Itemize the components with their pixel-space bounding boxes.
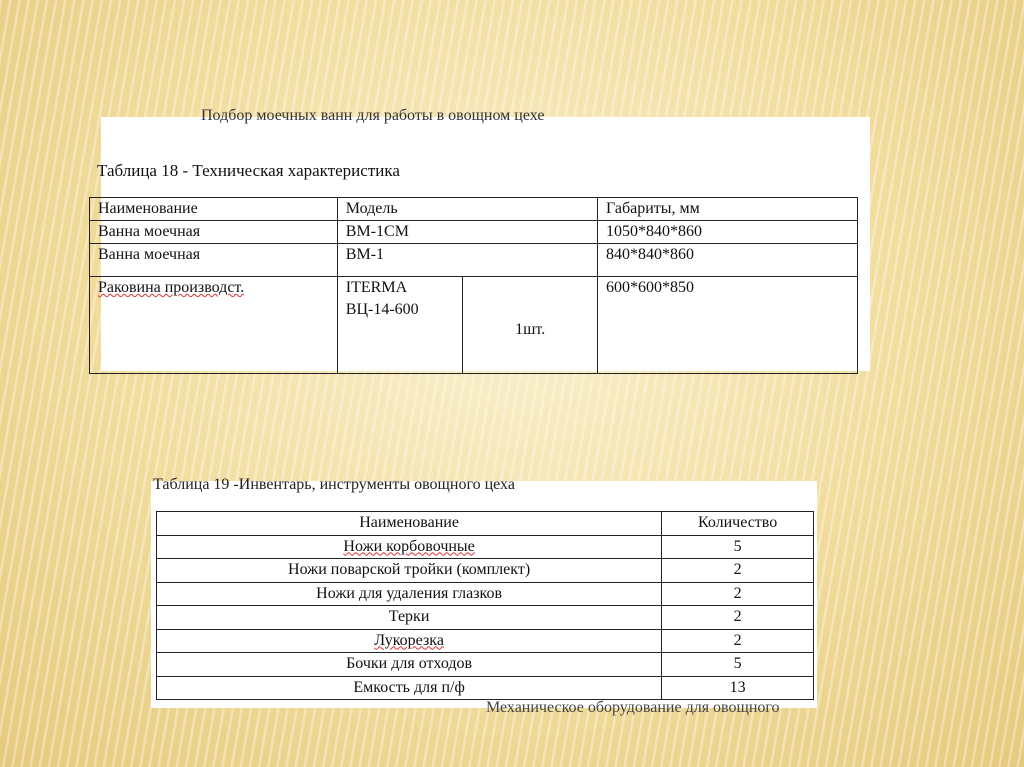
row-model: ВМ-1СМ	[337, 221, 597, 244]
row-quantity: 1шт.	[463, 277, 598, 374]
technical-specs-table	[89, 197, 858, 374]
row-quantity: 2	[662, 606, 814, 630]
row-dimensions: 1050*840*860	[598, 221, 858, 244]
row-quantity: 2	[662, 629, 814, 653]
table-row	[157, 676, 814, 700]
header-quantity: Количество	[662, 512, 814, 536]
row-name: Ванна моечная	[90, 221, 338, 244]
model-line-1: ITERMA	[345, 279, 408, 296]
table-row	[90, 244, 858, 277]
row-name: Ванна моечная	[90, 244, 338, 277]
table-row	[157, 629, 814, 653]
row-name: Терки	[157, 606, 662, 630]
header-name: Наименование	[90, 198, 338, 221]
row-quantity: 2	[662, 582, 814, 606]
table-row	[90, 277, 858, 374]
scan-table-19	[151, 476, 817, 716]
header-dimensions: Габариты, мм	[598, 198, 858, 221]
clipped-footer: Механическое оборудование для овощного	[486, 699, 780, 716]
row-quantity: 5	[662, 653, 814, 677]
row-name	[90, 277, 338, 374]
row-dimensions: 600*600*850	[598, 277, 858, 374]
clipped-heading: Подбор моечных ванн для работы в овощном цехе	[201, 107, 545, 124]
row-name-text: Лукорезка	[374, 631, 444, 649]
model-line-2: ВЦ-14-600	[345, 301, 419, 318]
row-name: Бочки для отходов	[157, 653, 662, 677]
header-model: Модель	[337, 198, 597, 221]
row-name: Ножи для удаления глазков	[157, 582, 662, 606]
row-model	[337, 277, 462, 374]
table-row	[157, 559, 814, 583]
row-quantity: 13	[662, 676, 814, 700]
scan-table-18	[97, 107, 870, 371]
table-row	[90, 221, 858, 244]
row-quantity: 5	[662, 535, 814, 559]
row-model: ВМ-1	[337, 244, 597, 277]
row-quantity: 2	[662, 559, 814, 583]
table-header-row	[157, 512, 814, 536]
row-name	[157, 629, 662, 653]
row-name-text: Ножи корбовочные	[343, 537, 475, 555]
table-row	[157, 653, 814, 677]
table-header-row	[90, 198, 858, 221]
row-name: Емкость для п/ф	[157, 676, 662, 700]
table-19-caption: Таблица 19 -Инвентарь, инструменты овощного цеха	[153, 476, 515, 493]
header-name: Наименование	[157, 512, 662, 536]
row-name: Ножи поварской тройки (комплект)	[157, 559, 662, 583]
table-18-caption: Таблица 18 - Техническая характеристика	[97, 161, 400, 180]
row-name	[157, 535, 662, 559]
inventory-table	[156, 511, 814, 700]
table-row	[157, 582, 814, 606]
row-name-text: Раковина производст.	[98, 279, 245, 296]
table-row	[157, 606, 814, 630]
row-dimensions: 840*840*860	[598, 244, 858, 277]
table-row	[157, 535, 814, 559]
